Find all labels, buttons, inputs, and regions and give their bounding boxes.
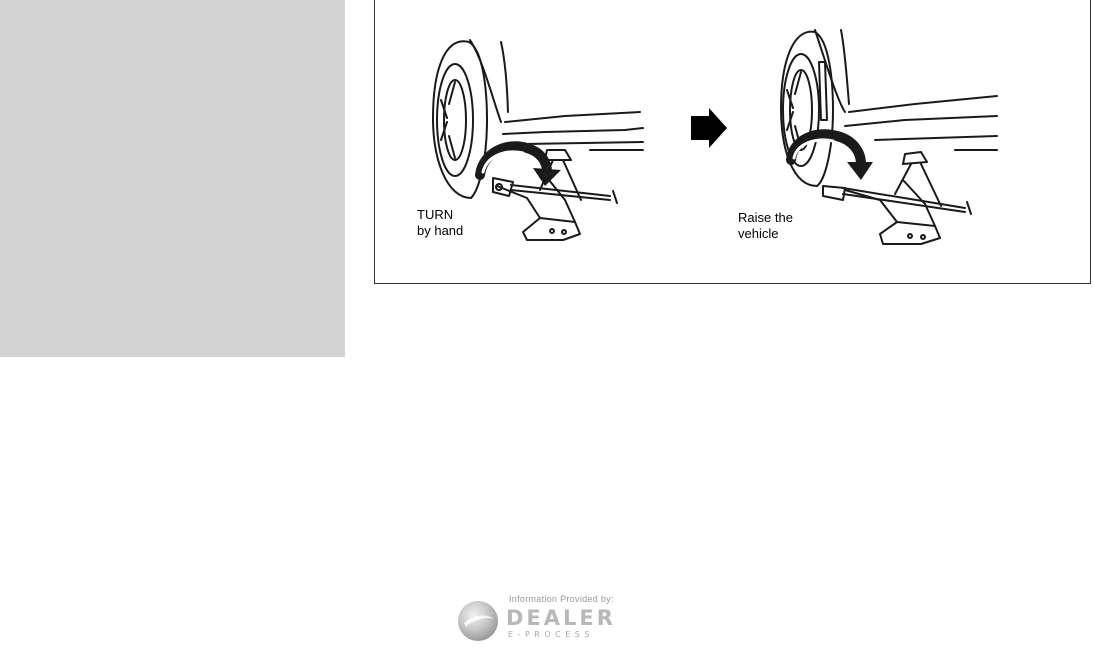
caption-turn-by-hand: TURN by hand bbox=[417, 207, 464, 238]
provided-by-text: Information Provided by: bbox=[509, 594, 614, 604]
left-car-body bbox=[470, 40, 643, 150]
jack-illustration-figure bbox=[374, 0, 1091, 284]
side-panel bbox=[0, 0, 345, 357]
dealer-eprocess-logo bbox=[456, 592, 666, 648]
right-car-body bbox=[815, 30, 997, 150]
right-arrow-icon bbox=[691, 108, 727, 148]
globe-badge-icon bbox=[456, 599, 500, 643]
sub-brand-text: E-PROCESS bbox=[508, 630, 594, 639]
jack-drawing bbox=[375, 0, 1092, 284]
brand-text: DEALER bbox=[506, 606, 616, 630]
right-jack bbox=[823, 152, 971, 244]
left-jack bbox=[493, 150, 617, 240]
caption-raise-the-vehicle: Raise the vehicle bbox=[738, 210, 793, 241]
